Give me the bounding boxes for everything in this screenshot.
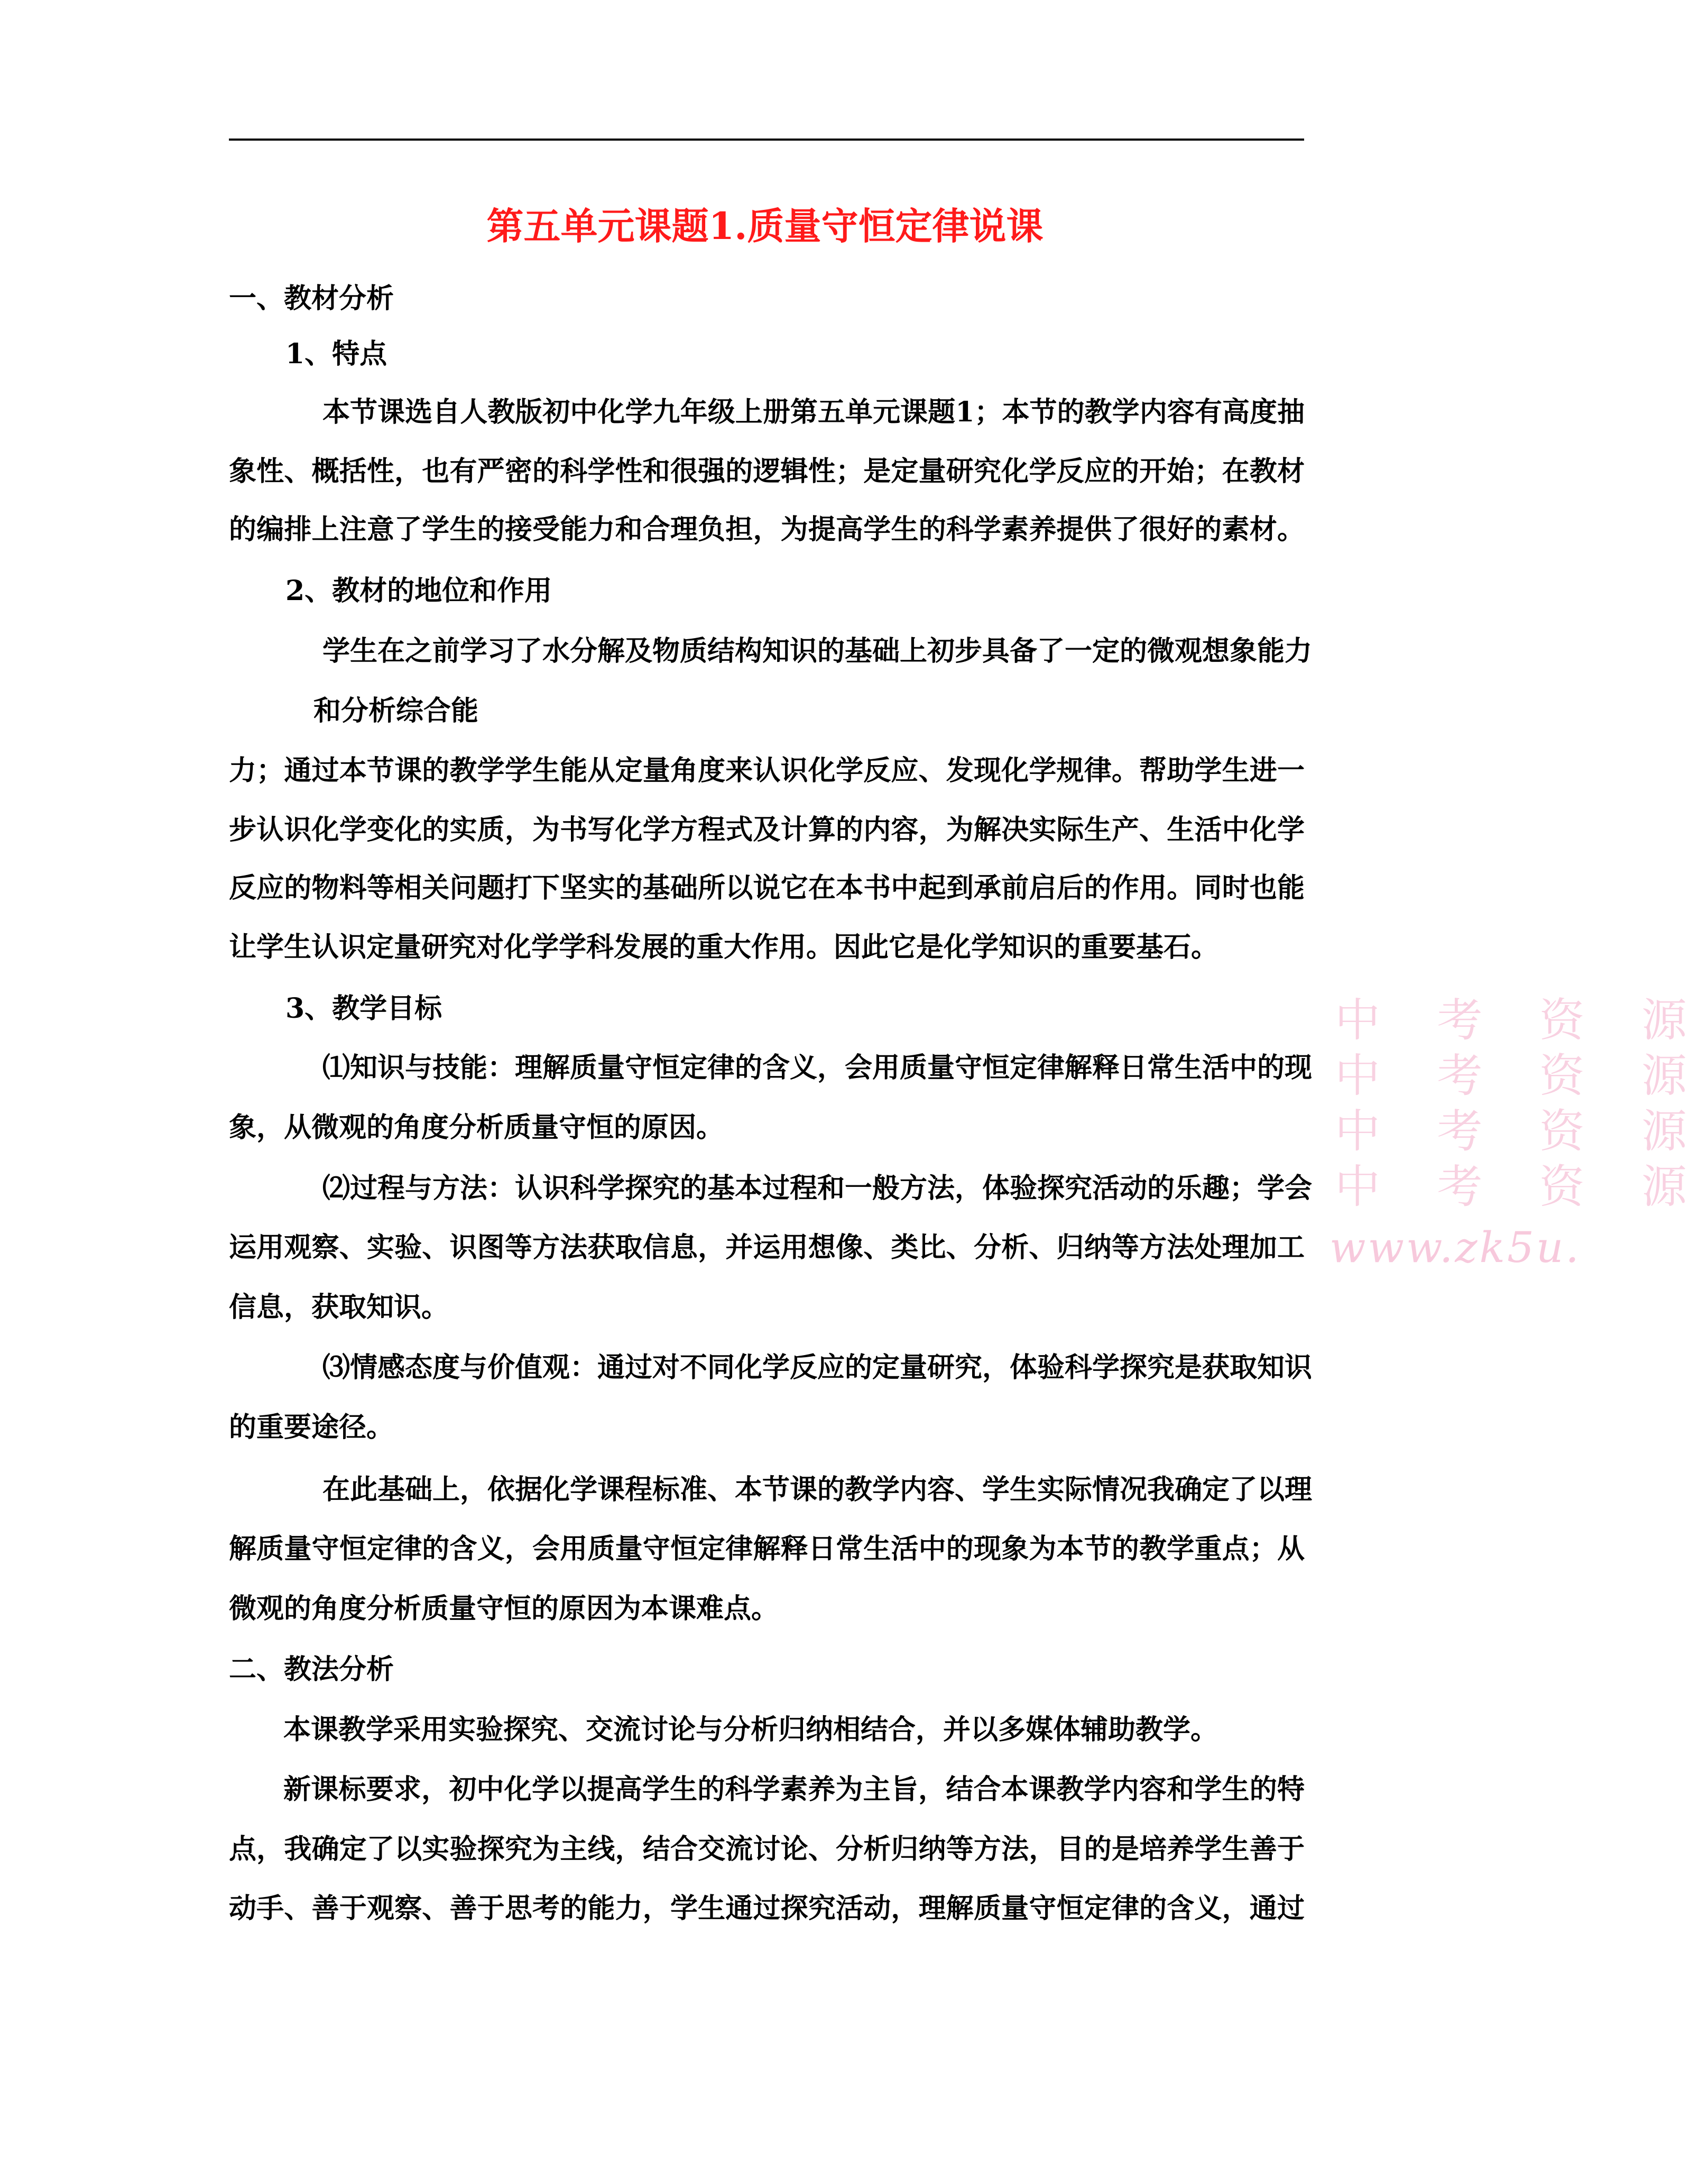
paragraph-line: 象，从微观的角度分析质量守恒的原因。 bbox=[229, 1111, 724, 1144]
paragraph-line: ⑵过程与方法：认识科学探究的基本过程和一般方法，体验探究活动的乐趣；学会 bbox=[322, 1172, 1313, 1204]
watermark-text: 中 考 资 源 bbox=[1335, 1105, 1708, 1158]
paragraph-line: ⑴知识与技能：理解质量守恒定律的含义，会用质量守恒定律解释日常生活中的现 bbox=[322, 1052, 1313, 1084]
paragraph-line: 力；通过本节课的教学学生能从定量角度来认识化学反应、发现化学规律。帮助学生进一 bbox=[229, 754, 1305, 787]
paragraph-line: 的重要途径。 bbox=[229, 1411, 394, 1443]
paragraph-line: 在此基础上，依据化学课程标准、本节课的教学内容、学生实际情况我确定了以理 bbox=[322, 1474, 1313, 1506]
paragraph-line: 新课标要求，初中化学以提高学生的科学素养为主旨，结合本课教学内容和学生的特 bbox=[283, 1773, 1305, 1806]
section-heading-2: 二、教法分析 bbox=[229, 1653, 394, 1686]
paragraph-line: 解质量守恒定律的含义，会用质量守恒定律解释日常生活中的现象为本节的教学重点；从 bbox=[229, 1533, 1305, 1565]
paragraph-line: 步认识化学变化的实质，为书写化学方程式及计算的内容，为解决实际生产、生活中化学 bbox=[229, 814, 1305, 846]
paragraph-line: 动手、善于观察、善于思考的能力，学生通过探究活动，理解质量守恒定律的含义，通过 bbox=[229, 1892, 1305, 1924]
paragraph-line: 学生在之前学习了水分解及物质结构知识的基础上初步具备了一定的微观想象能力 bbox=[322, 635, 1313, 667]
paragraph-line: 本课教学采用实验探究、交流讨论与分析归纳相结合，并以多媒体辅助教学。 bbox=[283, 1714, 1218, 1746]
paragraph-line: 微观的角度分析质量守恒的原因为本课难点。 bbox=[229, 1592, 779, 1625]
paragraph-line: 和分析综合能 bbox=[313, 695, 479, 727]
watermark-text: 中 考 资 源 bbox=[1335, 994, 1708, 1047]
subheading-objectives: 3、教学目标 bbox=[285, 992, 442, 1025]
paragraph-line: 的编排上注意了学生的接受能力和合理负担，为提高学生的科学素养提供了很好的素材。 bbox=[229, 513, 1305, 546]
watermark-text: 中 考 资 源 bbox=[1335, 1049, 1708, 1102]
paragraph-line: 反应的物料等相关问题打下坚实的基础所以说它在本书中起到承前启后的作用。同时也能 bbox=[229, 872, 1305, 904]
paragraph-line: 本节课选自人教版初中化学九年级上册第五单元课题1；本节的教学内容有高度抽 bbox=[322, 396, 1305, 428]
watermark-url: www.zk5u. bbox=[1330, 1223, 1581, 1272]
subheading-features: 1、特点 bbox=[285, 338, 387, 370]
section-heading-1: 一、教材分析 bbox=[229, 282, 394, 315]
paragraph-line: 信息，获取知识。 bbox=[229, 1291, 449, 1323]
watermark-text: 中 考 资 源 bbox=[1335, 1161, 1708, 1213]
paragraph-line: 运用观察、实验、识图等方法获取信息，并运用想像、类比、分析、归纳等方法处理加工 bbox=[229, 1231, 1305, 1264]
paragraph-line: 点，我确定了以实验探究为主线，结合交流讨论、分析归纳等方法，目的是培养学生善于 bbox=[229, 1833, 1305, 1865]
document-title: 第五单元课题1.质量守恒定律说课 bbox=[486, 204, 1044, 248]
paragraph-line: 让学生认识定量研究对化学学科发展的重大作用。因此它是化学知识的重要基石。 bbox=[229, 931, 1219, 963]
subheading-position: 2、教材的地位和作用 bbox=[285, 575, 552, 607]
paragraph-line: ⑶情感态度与价值观：通过对不同化学反应的定量研究，体验科学探究是获取知识 bbox=[322, 1351, 1313, 1384]
watermark bbox=[1324, 994, 1708, 1290]
paragraph-line: 象性、概括性，也有严密的科学性和很强的逻辑性；是定量研究化学反应的开始；在教材 bbox=[229, 455, 1305, 487]
header-rule bbox=[229, 139, 1304, 141]
